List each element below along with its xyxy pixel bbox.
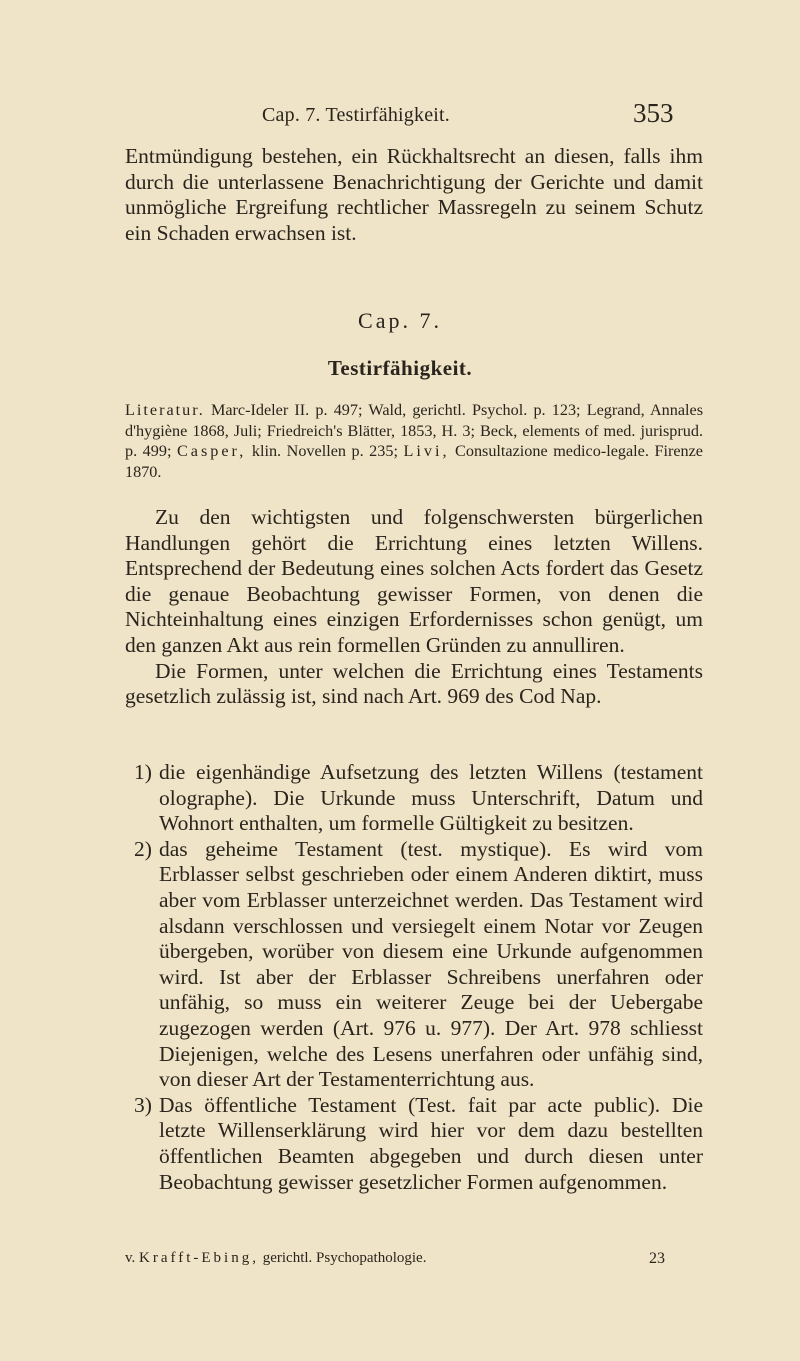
list-item-number: 1) [134, 760, 152, 784]
running-head-title: Cap. 7. Testirfähigkeit. [262, 104, 450, 126]
list-item-text: die eigenhändige Aufsetzung des letzten Willens (testament olographe). Die Urkunde muss Unterschrift, Datum und Wohnort enthalten, um formelle Gültigkeit zu besitzen. [159, 760, 703, 836]
carryover-paragraph-block [125, 144, 703, 246]
list-item [125, 837, 703, 1093]
footer-source [125, 1250, 426, 1267]
literature-references [125, 400, 703, 482]
list-item [125, 1093, 703, 1195]
literature-author-livi: Livi, [403, 442, 450, 460]
list-item-number: 3) [134, 1092, 152, 1117]
body-paragraph-1: Zu den wichtigsten und folgenschwersten bürgerlichen Handlungen gehört die Errichtung eines letzten Willens. Entsprechend der Bedeutung eines solchen Acts fordert das Gesetz die genaue Beobachtung gewisser Formen, von denen die Nichteinhaltung eines einzigen Erfordernisses schon genügt, um den ganzen Akt aus rein formellen Gründen zu annulliren. [125, 505, 703, 657]
literature-text-a: Marc-Ideler II. p. 497; Wald, gerichtl. Psychol. p. 123; Legrand, Annales d'hygiène 1868, Juli; Friedreich's Blätter, 1853, H. 3; Beck, elements of med. jurisprud. p. 499; [125, 401, 704, 460]
footer-prefix: v. [125, 1250, 136, 1266]
page-number: 353 [633, 98, 674, 128]
list-item [125, 760, 703, 837]
literature-author-casper: Casper, [176, 442, 247, 460]
running-head [0, 98, 800, 128]
footer-author: Krafft-Ebing, [139, 1250, 259, 1266]
list-item-number: 2) [134, 836, 152, 861]
testament-forms-list [125, 760, 703, 1195]
body-paragraph-2: Die Formen, unter welchen die Errichtung eines Testaments gesetzlich zulässig ist, sind nach Art. 969 des Cod Nap. [125, 658, 703, 709]
body-text [125, 505, 703, 710]
list-item-text: das geheime Testament (test. mystique). Es wird vom Erblasser selbst geschrieben oder einem Anderen diktirt, muss aber vom Erblasser unterzeichnet werden. Das Testament wird alsdann verschlossen und versiegelt einem Notar vor Zeugen übergeben, worüber von diesem eine Urkunde aufgenommen wird. Ist aber der Erblasser Schreibens unerfahren oder unfähig, so muss ein weiterer Zeuge bei der Uebergabe zugezogen werden (Art. 976 u. 977). Der Art. 978 schliesst Diejenigen, welche des Lesens unerfahren oder unfähig sind, von dieser Art der Testamenterrichtung aus. [159, 836, 703, 1092]
chapter-number: Cap. 7. [358, 308, 442, 333]
chapter-title: Testirfähigkeit. [327, 356, 473, 380]
literature-text-c: Consultazione medico-legale. Firenze 1870. [125, 442, 703, 481]
literature-text-b: klin. Novellen p. 235; [251, 442, 398, 460]
footer-signature-line [125, 1250, 703, 1270]
list-item-text: Das öffentliche Testament (Test. fait par acte public). Die letzte Willenserklärung wird hier vor dem dazu bestellten öffentlichen Beamten abgegeben und durch diesen unter Beobachtung gewisser gesetzlicher Formen aufgenommen. [159, 1092, 703, 1194]
literature-label: Literatur. [125, 401, 205, 419]
footer-title: gerichtl. Psychopathologie. [262, 1250, 427, 1266]
footer-signature-number: 23 [649, 1250, 665, 1267]
carryover-paragraph: Entmündigung bestehen, ein Rückhaltsrecht an diesen, falls ihm durch die unterlassene Benachrichtigung der Gerichte und damit unmögliche Ergreifung rechtlicher Massregeln zu seinem Schutz ein Schaden erwachsen ist. [125, 144, 703, 245]
